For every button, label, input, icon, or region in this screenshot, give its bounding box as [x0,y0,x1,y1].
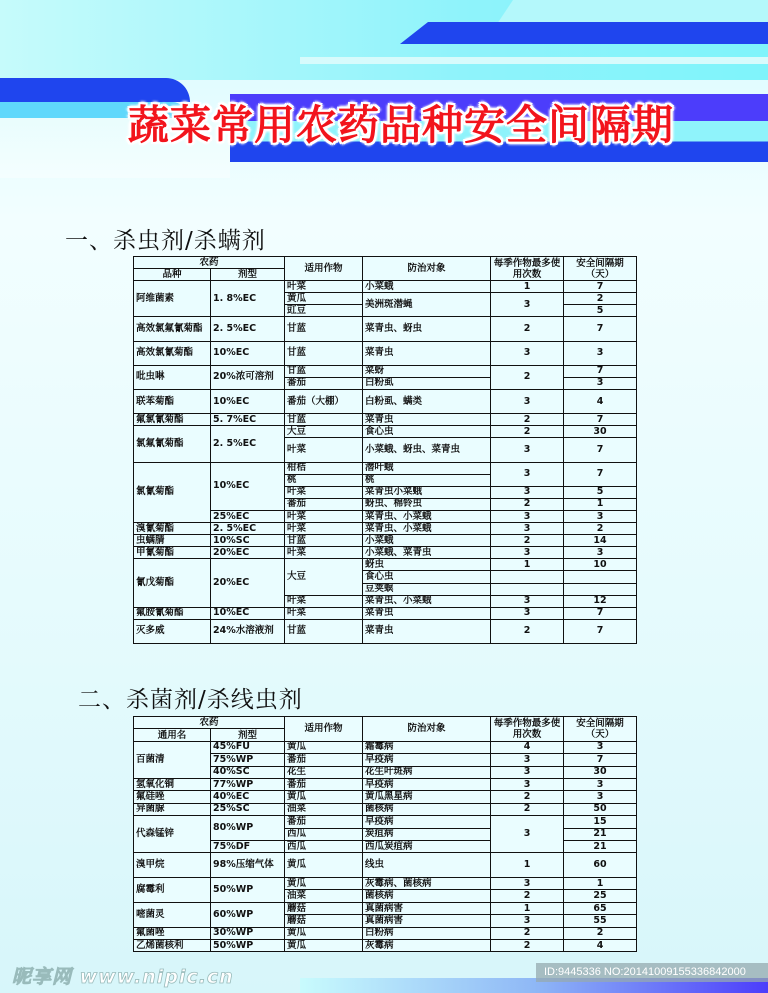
cell-max-applications: 3 [491,486,564,498]
header-pesticide-name: 农药 [134,257,285,269]
cell-target-pest: 蚜虫、棉铃虫 [363,498,491,510]
cell-pesticide-name: 百菌清 [134,741,211,778]
table-row [134,816,637,828]
cell-pesticide-name: 高效氯氟氰菊酯 [134,317,211,341]
cell-pesticide-name: 灭多威 [134,619,211,643]
cell-target-pest: 真菌病害 [363,915,491,927]
cell-max-applications: 2 [491,940,564,952]
cell-max-applications: 3 [491,523,564,535]
cell-target-pest: 黄瓜黑星病 [363,791,491,803]
cell-crop: 大豆 [285,426,363,438]
cell-target-pest: 霜霉病 [363,741,491,753]
table-row [134,281,637,293]
cell-pesticide-name: 阿维菌素 [134,281,211,317]
cell-crop: 黄瓜 [285,293,363,305]
cell-max-applications: 2 [491,414,564,426]
cell-target-pest: 西瓜炭疽病 [363,840,491,852]
page-title: 蔬菜常用农药品种安全间隔期 [128,101,674,149]
table-row [134,878,637,890]
cell-target-pest: 菜青虫、小菜蛾 [363,595,491,607]
cell-max-applications: 2 [491,890,564,902]
cell-crop: 大豆 [285,559,363,595]
cell-formulation: 50%WP [211,878,285,903]
cell-safety-interval: 4 [564,390,637,414]
cell-crop: 花生 [285,766,363,778]
cell-safety-interval: 7 [564,619,637,643]
cell-crop: 甘蓝 [285,414,363,426]
cell-target-pest: 桃 [363,474,491,486]
cell-target-pest: 真菌病害 [363,902,491,914]
cell-pesticide-name: 氟菌唑 [134,927,211,939]
cell-max-applications: 2 [491,535,564,547]
cell-pesticide-name: 高效氯氰菊酯 [134,341,211,365]
cell-crop: 黄瓜 [285,927,363,939]
cell-crop: 黄瓜 [285,791,363,803]
table-row [134,426,637,438]
cell-formulation: 75%DF [211,840,285,852]
cell-max-applications [491,571,564,583]
cell-formulation: 98%压缩气体 [211,853,285,878]
cell-target-pest: 小菜蛾 [363,535,491,547]
cell-max-applications: 3 [491,390,564,414]
cell-pesticide-name: 氢氧化铜 [134,778,211,790]
cell-crop: 叶菜 [285,281,363,293]
cell-crop: 叶菜 [285,438,363,462]
table-row [134,547,637,559]
cell-target-pest: 早疫病 [363,754,491,766]
cell-target-pest: 菌核病 [363,803,491,815]
cell-max-applications: 3 [491,816,564,853]
cell-max-applications: 4 [491,741,564,753]
cell-safety-interval: 7 [564,317,637,341]
cell-formulation: 40%EC [211,791,285,803]
cell-pesticide-name: 异菌脲 [134,803,211,815]
cell-safety-interval: 5 [564,305,637,317]
cell-target-pest: 菜青虫 [363,619,491,643]
header-max-applications: 每季作物最多使用次数 [491,257,564,281]
table-header-row [134,717,637,729]
cell-crop: 叶菜 [285,547,363,559]
cell-pesticide-name: 乙烯菌核利 [134,940,211,952]
cell-crop: 番茄 [285,754,363,766]
cell-formulation: 20%浓可溶剂 [211,365,285,389]
cell-safety-interval: 3 [564,547,637,559]
cell-pesticide-name: 溴甲烷 [134,853,211,878]
table-row [134,390,637,414]
cell-pesticide-name: 虫螨腈 [134,535,211,547]
cell-target-pest: 菜青虫 [363,607,491,619]
cell-safety-interval [564,571,637,583]
cell-max-applications: 2 [491,619,564,643]
cell-pesticide-name: 氟胺氰菊酯 [134,607,211,619]
table-row [134,619,637,643]
cell-safety-interval: 55 [564,915,637,927]
header-formulation: 剂型 [211,729,285,741]
header-crop: 适用作物 [285,717,363,742]
cell-crop: 甘蓝 [285,535,363,547]
cell-formulation: 10%SC [211,535,285,547]
cell-target-pest: 灰霉病 [363,940,491,952]
cell-safety-interval [564,583,637,595]
cell-pesticide-name: 氟氯氰菊酯 [134,414,211,426]
cell-safety-interval: 65 [564,902,637,914]
cell-crop: 叶菜 [285,510,363,522]
cell-max-applications: 2 [491,426,564,438]
cell-safety-interval: 5 [564,486,637,498]
cell-target-pest: 潜叶蛾 [363,462,491,474]
cell-max-applications: 3 [491,547,564,559]
cell-safety-interval: 7 [564,414,637,426]
cell-formulation: 20%EC [211,547,285,559]
cell-target-pest: 菜青虫、小菜蛾 [363,523,491,535]
cell-crop: 黄瓜 [285,878,363,890]
cell-target-pest: 灰霉病、菌核病 [363,878,491,890]
table-row [134,341,637,365]
cell-formulation: 77%WP [211,778,285,790]
cell-target-pest: 线虫 [363,853,491,878]
cell-safety-interval: 3 [564,341,637,365]
cell-safety-interval: 2 [564,293,637,305]
header-pesticide-name: 农药 [134,717,285,729]
cell-max-applications: 2 [491,791,564,803]
cell-pesticide-name: 氯氟氰菊酯 [134,426,211,462]
header-target-pest: 防治对象 [363,257,491,281]
cell-safety-interval: 7 [564,281,637,293]
cell-formulation: 75%WP [211,754,285,766]
header-pesticide-name: 通用名 [134,729,211,741]
cell-max-applications: 3 [491,438,564,462]
cell-target-pest: 花生叶斑病 [363,766,491,778]
header-pesticide-name: 品种 [134,269,211,281]
cell-crop: 叶菜 [285,523,363,535]
cell-safety-interval: 3 [564,778,637,790]
cell-max-applications: 3 [491,462,564,486]
cell-pesticide-name: 联苯菊酯 [134,390,211,414]
cell-crop: 甘蓝 [285,317,363,341]
cell-target-pest: 白粉虱、螨类 [363,390,491,414]
cell-target-pest: 小菜蛾、蚜虫、菜青虫 [363,438,491,462]
cell-crop: 黄瓜 [285,853,363,878]
watermark-id: ID:9445336 NO:20141009155336842000 [536,963,768,982]
cell-crop: 黄瓜 [285,741,363,753]
cell-max-applications: 3 [491,293,564,317]
cell-safety-interval: 12 [564,595,637,607]
cell-pesticide-name: 甲氰菊酯 [134,547,211,559]
cell-safety-interval: 50 [564,803,637,815]
cell-safety-interval: 3 [564,741,637,753]
cell-crop: 番茄 [285,778,363,790]
cell-safety-interval: 60 [564,853,637,878]
cell-max-applications [491,583,564,595]
cell-crop: 蘑菇 [285,915,363,927]
cell-max-applications: 3 [491,915,564,927]
cell-safety-interval: 10 [564,559,637,571]
cell-formulation: 40%SC [211,766,285,778]
cell-max-applications: 3 [491,595,564,607]
cell-pesticide-name: 溴氰菊酯 [134,523,211,535]
cell-crop: 甘蓝 [285,365,363,377]
cell-crop: 甘蓝 [285,341,363,365]
cell-crop: 柑桔 [285,462,363,474]
cell-max-applications: 2 [491,317,564,341]
cell-formulation: 25%SC [211,803,285,815]
cell-safety-interval: 4 [564,940,637,952]
cell-max-applications: 3 [491,878,564,890]
cell-formulation: 5. 7%EC [211,414,285,426]
cell-safety-interval: 15 [564,816,637,828]
cell-safety-interval: 30 [564,426,637,438]
cell-crop: 豇豆 [285,305,363,317]
table-row [134,317,637,341]
cell-crop: 蘑菇 [285,902,363,914]
cell-crop: 油菜 [285,803,363,815]
cell-safety-interval: 7 [564,365,637,377]
cell-crop: 番茄（大棚） [285,390,363,414]
cell-safety-interval: 21 [564,828,637,840]
cell-pesticide-name: 代森锰锌 [134,816,211,853]
cell-pesticide-name: 吡虫啉 [134,365,211,389]
table-row [134,778,637,790]
cell-target-pest: 食心虫 [363,571,491,583]
cell-crop: 西瓜 [285,840,363,852]
cell-formulation: 25%EC [211,510,285,522]
cell-safety-interval: 3 [564,377,637,389]
cell-crop: 黄瓜 [285,940,363,952]
cell-formulation: 60%WP [211,902,285,927]
cell-target-pest: 小菜蛾、菜青虫 [363,547,491,559]
table-row [134,853,637,878]
cell-crop: 番茄 [285,816,363,828]
cell-target-pest: 炭疽病 [363,828,491,840]
section-heading-insecticides: 一、杀虫剂/杀螨剂 [65,228,266,254]
header-max-applications: 每季作物最多使用次数 [491,717,564,742]
cell-formulation: 45%FU [211,741,285,753]
cell-pesticide-name: 嘧菌灵 [134,902,211,927]
cell-crop: 叶菜 [285,486,363,498]
cell-safety-interval: 7 [564,438,637,462]
table-row [134,902,637,914]
table-row [134,523,637,535]
cell-formulation: 1. 8%EC [211,281,285,317]
table-header-row [134,257,637,269]
cell-max-applications: 2 [491,498,564,510]
cell-safety-interval: 7 [564,607,637,619]
cell-max-applications: 1 [491,559,564,571]
table-row [134,462,637,474]
header-safety-interval: 安全间隔期（天） [564,257,637,281]
cell-target-pest: 白粉虱 [363,377,491,389]
cell-crop: 叶菜 [285,595,363,607]
table-row [134,803,637,815]
cell-formulation: 10%EC [211,607,285,619]
cell-safety-interval: 7 [564,462,637,486]
cell-formulation: 10%EC [211,462,285,510]
table-row [134,559,637,571]
insecticide-table [133,256,637,644]
header-formulation: 剂型 [211,269,285,281]
cell-formulation: 2. 5%EC [211,523,285,535]
cell-crop: 番茄 [285,377,363,389]
table-row [134,607,637,619]
cell-max-applications: 1 [491,281,564,293]
header-band-blue-top [400,22,768,44]
cell-safety-interval: 21 [564,840,637,852]
cell-max-applications: 3 [491,754,564,766]
cell-formulation: 50%WP [211,940,285,952]
table-row [134,940,637,952]
cell-target-pest: 蚜虫 [363,559,491,571]
cell-pesticide-name: 氰戊菊酯 [134,559,211,607]
cell-max-applications: 1 [491,902,564,914]
cell-safety-interval: 1 [564,878,637,890]
cell-target-pest: 菌核病 [363,890,491,902]
cell-formulation: 10%EC [211,390,285,414]
cell-crop: 桃 [285,474,363,486]
cell-target-pest: 早疫病 [363,778,491,790]
header-safety-interval: 安全间隔期（天） [564,717,637,742]
cell-target-pest: 豆荚螟 [363,583,491,595]
cell-max-applications: 3 [491,778,564,790]
cell-formulation: 80%WP [211,816,285,841]
cell-safety-interval: 25 [564,890,637,902]
cell-safety-interval: 3 [564,510,637,522]
cell-crop: 叶菜 [285,607,363,619]
cell-formulation: 24%水溶液剂 [211,619,285,643]
cell-pesticide-name: 氯氰菊酯 [134,462,211,522]
cell-target-pest: 早疫病 [363,816,491,828]
cell-target-pest: 菜蚜 [363,365,491,377]
cell-max-applications: 3 [491,510,564,522]
fungicide-table [133,716,637,952]
cell-pesticide-name: 氟硅唑 [134,791,211,803]
cell-safety-interval: 2 [564,523,637,535]
cell-formulation: 30%WP [211,927,285,939]
watermark-logo: 昵享网 www.nipic.cn [12,966,234,988]
cell-target-pest: 白粉病 [363,927,491,939]
section-heading-fungicides: 二、杀菌剂/杀线虫剂 [78,687,303,713]
cell-formulation: 10%EC [211,341,285,365]
cell-max-applications: 2 [491,365,564,389]
table-row [134,741,637,753]
cell-target-pest: 菜青虫小菜蛾 [363,486,491,498]
cell-pesticide-name: 腐霉利 [134,878,211,903]
header-crop: 适用作物 [285,257,363,281]
header-target-pest: 防治对象 [363,717,491,742]
header-band-white-stripe [300,57,768,64]
cell-target-pest: 菜青虫 [363,414,491,426]
cell-max-applications: 2 [491,927,564,939]
cell-crop: 油菜 [285,890,363,902]
table-row [134,365,637,377]
cell-max-applications: 3 [491,766,564,778]
cell-safety-interval: 30 [564,766,637,778]
cell-safety-interval: 3 [564,791,637,803]
cell-max-applications: 3 [491,341,564,365]
cell-target-pest: 菜青虫、小菜蛾 [363,510,491,522]
cell-target-pest: 食心虫 [363,426,491,438]
table-row [134,927,637,939]
cell-target-pest: 菜青虫、蚜虫 [363,317,491,341]
cell-safety-interval: 2 [564,927,637,939]
cell-safety-interval: 1 [564,498,637,510]
table-row [134,414,637,426]
cell-max-applications: 1 [491,853,564,878]
cell-crop: 番茄 [285,498,363,510]
cell-max-applications: 2 [491,803,564,815]
table-row [134,535,637,547]
cell-formulation: 2. 5%EC [211,317,285,341]
cell-formulation: 20%EC [211,559,285,607]
cell-target-pest: 小菜蛾 [363,281,491,293]
cell-crop: 甘蓝 [285,619,363,643]
cell-safety-interval: 14 [564,535,637,547]
cell-target-pest: 美洲斑潜蝇 [363,293,491,317]
cell-formulation: 2. 5%EC [211,426,285,462]
cell-safety-interval: 7 [564,754,637,766]
cell-max-applications: 3 [491,607,564,619]
cell-target-pest: 菜青虫 [363,341,491,365]
table-row [134,791,637,803]
cell-crop: 西瓜 [285,828,363,840]
